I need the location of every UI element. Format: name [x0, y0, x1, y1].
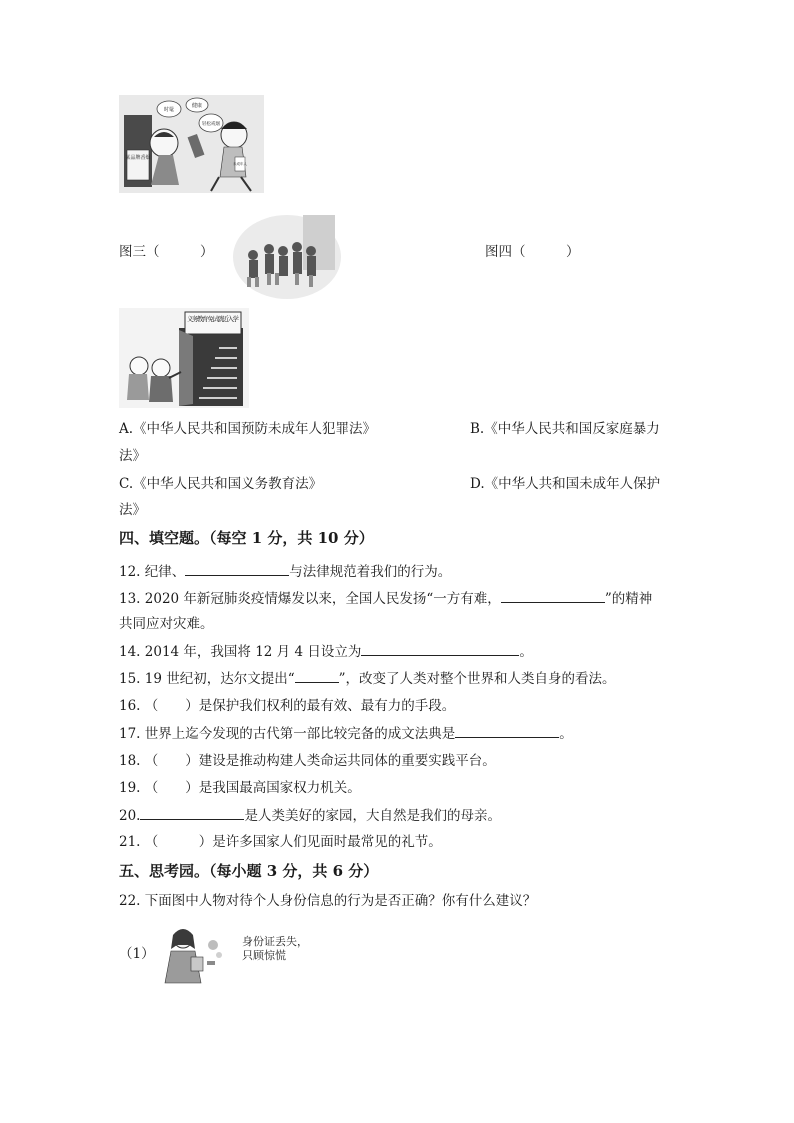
q17-text-b: 。	[559, 726, 573, 742]
bubble-text-1: 时髦	[163, 107, 175, 113]
lost-id-note-line-2: 只顾惊慌	[242, 949, 286, 962]
option-b: B.《中华人民共和国反家庭暴力	[470, 421, 660, 437]
question-17	[119, 723, 573, 744]
q13-blank[interactable]	[501, 588, 605, 603]
group-children-image	[225, 205, 345, 300]
q14-text-a: 14. 2014 年，我国将 12 月 4 日设立为	[119, 644, 362, 660]
q12-text-a: 12. 纪律、	[119, 564, 186, 580]
option-d: D.《中华人共和国未成年人保护	[470, 476, 661, 492]
option-d-continued: 法》	[119, 502, 146, 518]
option-c: C.《中华人民共和国义务教育法》	[119, 476, 323, 492]
option-a: A.《中华人民共和国预防未成年人犯罪法》	[119, 421, 377, 437]
section-5-heading: 五、思考园。（每小题 3 分，共 6 分）	[119, 862, 379, 880]
q12-blank[interactable]	[185, 561, 289, 576]
question-13-continued: 共同应对灾难。	[119, 616, 214, 632]
q14-blank[interactable]	[361, 641, 519, 656]
box-text: 某品牌香烟	[125, 155, 151, 161]
q17-text-a: 17. 世界上迄今发现的古代第一部比较完备的成文法典是	[119, 726, 456, 742]
q13-text-a: 13. 2020 年新冠肺炎疫情爆发以来，全国人民发扬“一方有难，	[119, 591, 501, 607]
question-21: 21. （ ）是许多国家人们见面时最常见的礼节。	[119, 834, 442, 850]
question-18: 18. （ ）建设是推动构建人类命运共同体的重要实践平台。	[119, 753, 496, 769]
cigarette-cartoon-image	[119, 95, 264, 193]
child-label: 未成年人	[233, 162, 247, 166]
question-20	[119, 805, 501, 826]
q15-text-b: ”，改变了人类对整个世界和人类自身的看法。	[338, 671, 616, 687]
q14-text-b: 。	[519, 644, 533, 660]
question-19: 19. （ ）是我国最高国家权力机关。	[119, 780, 361, 796]
lost-id-note-line-1: 身份证丢失，	[242, 935, 308, 948]
question-14	[119, 641, 533, 662]
school-door-image	[119, 308, 249, 408]
bubble-text-2: 健康	[191, 103, 203, 109]
section-4-heading: 四、填空题。（每空 1 分，共 10 分）	[119, 529, 374, 547]
figure-4-label: 图四（ ）	[485, 244, 580, 260]
question-12	[119, 561, 451, 582]
q12-text-b: 与法律规范着我们的行为。	[289, 564, 452, 580]
question-16: 16. （ ）是保护我们权利的最有效、最有力的手段。	[119, 698, 456, 714]
option-b-continued: 法》	[119, 448, 146, 464]
question-13	[119, 588, 652, 609]
q20-text-a: 20.	[119, 808, 141, 824]
q20-text-b: 是人类美好的家园，大自然是我们的母亲。	[244, 808, 501, 824]
q17-blank[interactable]	[455, 723, 559, 738]
q15-text-a: 15. 19 世纪初，达尔文提出“	[119, 671, 295, 687]
sign-text: 义务教育 免试就近入学	[187, 315, 239, 323]
question-15	[119, 668, 616, 689]
bubble-text-3: 轻松戒烟	[202, 122, 220, 127]
q13-text-b: ”的精神	[604, 591, 653, 607]
figure-3-label: 图三（ ）	[119, 244, 214, 260]
question-22: 22. 下面图中人物对待个人身份信息的行为是否正确？你有什么建议？	[119, 893, 537, 909]
question-22-sub-1: （1）	[119, 946, 155, 962]
q20-blank[interactable]	[140, 805, 244, 820]
q15-blank[interactable]	[295, 668, 339, 683]
